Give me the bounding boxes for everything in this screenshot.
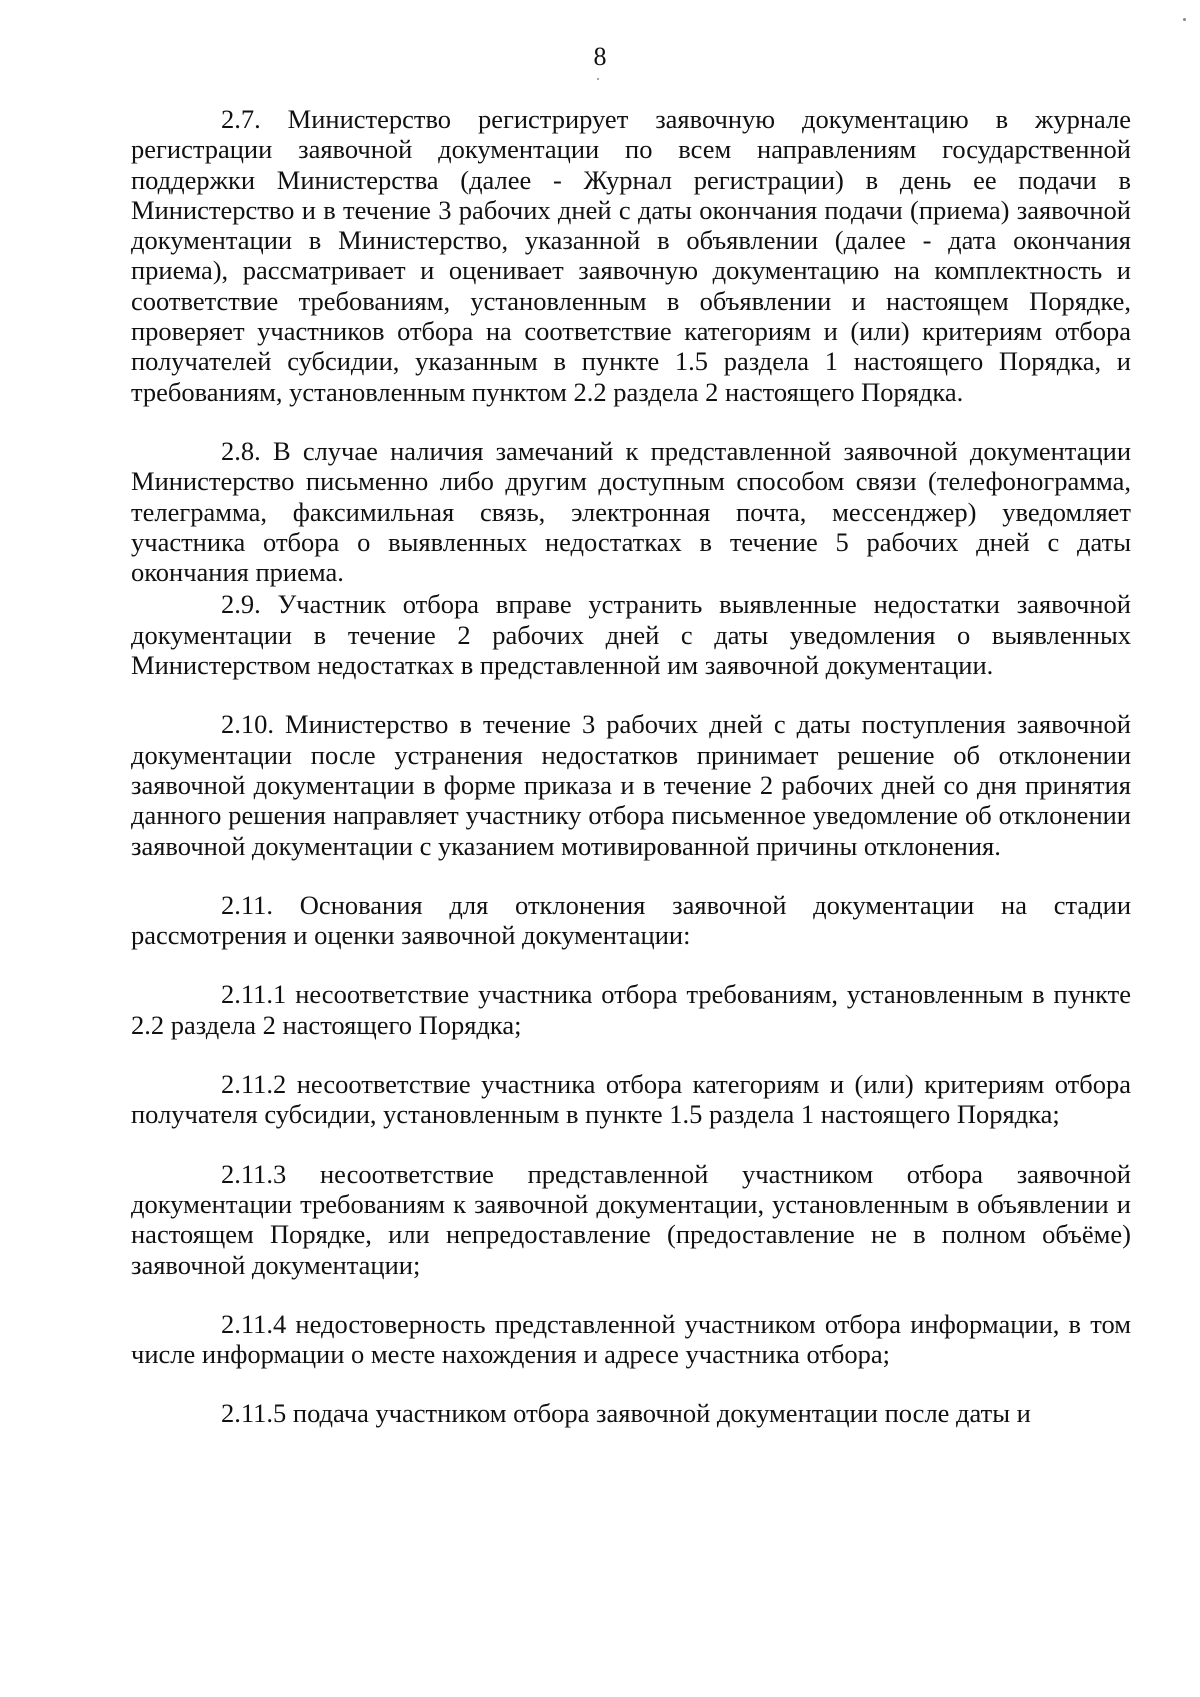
paragraph-2-11-5: 2.11.5 подача участником отбора заявочной документации после даты и — [221, 1398, 1031, 1429]
page-number: 8 — [593, 42, 607, 71]
document-body — [131, 104, 1131, 1429]
paragraph-2-11-4: 2.11.4 недостоверность представленной участником отбора информации, в том числе информации о месте нахождения и адресе участника отбора; — [131, 1308, 1131, 1370]
paragraph-2-11-3: 2.11.3 несоответствие представленной участником отбора заявочной документации требованиям к заявочной документации, установленным в объявлении и настоящем Порядке, или непредоставление (предоставление не в полном объёме) заявочной документации; — [131, 1158, 1131, 1280]
paragraph-2-8: 2.8. В случае наличия замечаний к представленной заявочной документации Министерство письменно либо другим доступным способом связи (телефонограмма, телеграмма, факсимильная связь, электронная почта, мессенджер) уведомляет участника отбора о выявленных недостатках в течение 5 рабочих дней с даты окончания приема. — [131, 435, 1131, 588]
paragraph-2-11: 2.11. Основания для отклонения заявочной документации на стадии рассмотрения и оценки заявочной документации: — [131, 889, 1131, 951]
paragraph-2-10: 2.10. Министерство в течение 3 рабочих дней с даты поступления заявочной документации после устранения недостатков принимает решение об отклонении заявочной документации в форме приказа и в течение 2 рабочих дней со дня принятия данного решения направляет участнику отбора письменное уведомление об отклонении заявочной документации с указанием мотивированной причины отклонения. — [131, 709, 1131, 861]
paragraph-2-7: 2.7. Министерство регистрирует заявочную документацию в журнале регистрации заявочной документации по всем направлениям государственной поддержки Министерства (далее - Журнал регистрации) в день ее подачи в Министерство и в течение 3 рабочих дней с даты окончания подачи (приема) заявочной документации в Министерство, указанной в объявлении (далее - дата окончания приема), рассматривает и оценивает заявочную документацию на комплектность и соответствие требованиям, установленным в объявлении и настоящем Порядке, проверяет участников отбора на соответствие категориям и (или) критериям отбора получателей субсидии, указанным в пункте 1.5 раздела 1 настоящего Порядка, и требованиям, установленным пунктом 2.2 раздела 2 настоящего Порядка. — [131, 104, 1131, 407]
scan-speck — [1183, 18, 1186, 21]
paragraph-2-9: 2.9. Участник отбора вправе устранить выявленные недостатки заявочной документации в течение 2 рабочих дней с даты уведомления о выявленных Министерством недостатках в представленной им заявочной документации. — [131, 589, 1131, 681]
paragraph-2-11-2: 2.11.2 несоответствие участника отбора категориям и (или) критериям отбора получателя субсидии, установленным в пункте 1.5 раздела 1 настоящего Порядка; — [131, 1069, 1131, 1130]
scan-speck — [597, 78, 599, 80]
paragraph-2-11-1: 2.11.1 несоответствие участника отбора требованиям, установленным в пункте 2.2 раздела 2 настоящего Порядка; — [131, 979, 1131, 1040]
